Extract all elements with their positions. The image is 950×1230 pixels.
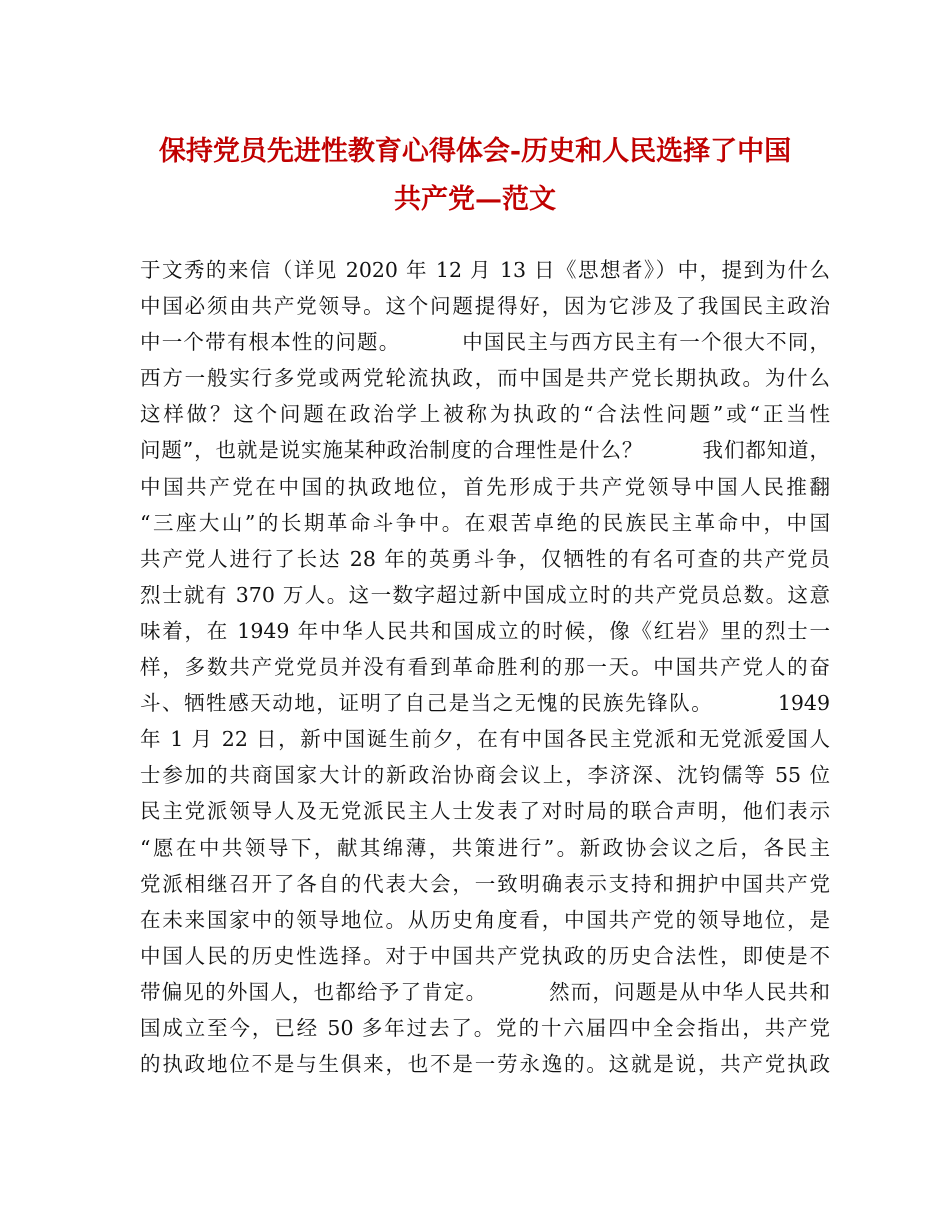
document-body — [140, 252, 830, 1082]
body-line: 西方一般实行多党或两党轮流执政，而中国是共产党长期执政。为什么 — [140, 366, 830, 391]
body-line: 共产党人进行了长达 28 年的英勇斗争，仅牺牲的有名可查的共产党员 — [140, 546, 830, 571]
body-line: 中国人民的历史性选择。对于中国共产党执政的历史合法性，即使是不 — [140, 943, 830, 968]
body-line: 年 1 月 22 日，新中国诞生前夕，在有中国各民主党派和无党派爱国人 — [140, 727, 830, 752]
body-line: 中一个带有根本性的问题。 中国民主与西方民主有一个很大不同， — [140, 330, 830, 355]
body-line: 这样做？这个问题在政治学上被称为执政的“合法性问题”或“正当性 — [140, 402, 830, 427]
body-line: 烈士就有 370 万人。这一数字超过新中国成立时的共产党员总数。这意 — [140, 582, 830, 607]
body-line: 中国共产党在中国的执政地位，首先形成于共产党领导中国人民推翻 — [140, 474, 830, 499]
body-line: 于文秀的来信（详见 2020 年 12 月 13 日《思想者》）中，提到为什么 — [140, 258, 830, 282]
body-line: 民主党派领导人及无党派民主人士发表了对时局的联合声明，他们表示 — [140, 799, 830, 824]
body-line: 斗、牺牲感天动地，证明了自己是当之无愧的民族先锋队。 1949 — [140, 691, 830, 716]
body-line: 问题”，也就是说实施某种政治制度的合理性是什么？ 我们都知道， — [140, 438, 830, 463]
body-line: 士参加的共商国家大计的新政治协商会议上，李济深、沈钧儒等 55 位 — [140, 763, 830, 788]
body-line: “愿在中共领导下，献其绵薄，共策进行”。新政协会议之后，各民主 — [140, 835, 830, 860]
body-line: 的执政地位不是与生俱来，也不是一劳永逸的。这就是说，共产党执政 — [140, 1052, 830, 1077]
body-line: 味着，在 1949 年中华人民共和国成立的时候，像《红岩》里的烈士一 — [140, 618, 830, 643]
body-line: 党派相继召开了各自的代表大会，一致明确表示支持和拥护中国共产党 — [140, 871, 830, 896]
document-title-line-1: 保持党员先进性教育心得体会-历史和人民选择了中国 — [158, 136, 792, 167]
body-line: “三座大山”的长期革命斗争中。在艰苦卓绝的民族民主革命中，中国 — [140, 510, 830, 535]
body-line: 带偏见的外国人，也都给予了肯定。 然而，问题是从中华人民共和 — [140, 979, 830, 1004]
body-line: 国成立至今，已经 50 多年过去了。党的十六届四中全会指出，共产党 — [140, 1015, 830, 1040]
body-line: 样，多数共产党党员并没有看到革命胜利的那一天。中国共产党人的奋 — [140, 655, 830, 680]
document-title-line-2: 共产党—范文 — [394, 184, 556, 215]
body-line: 在未来国家中的领导地位。从历史角度看，中国共产党的领导地位，是 — [140, 907, 830, 932]
body-line: 中国必须由共产党领导。这个问题提得好，因为它涉及了我国民主政治 — [140, 294, 830, 319]
